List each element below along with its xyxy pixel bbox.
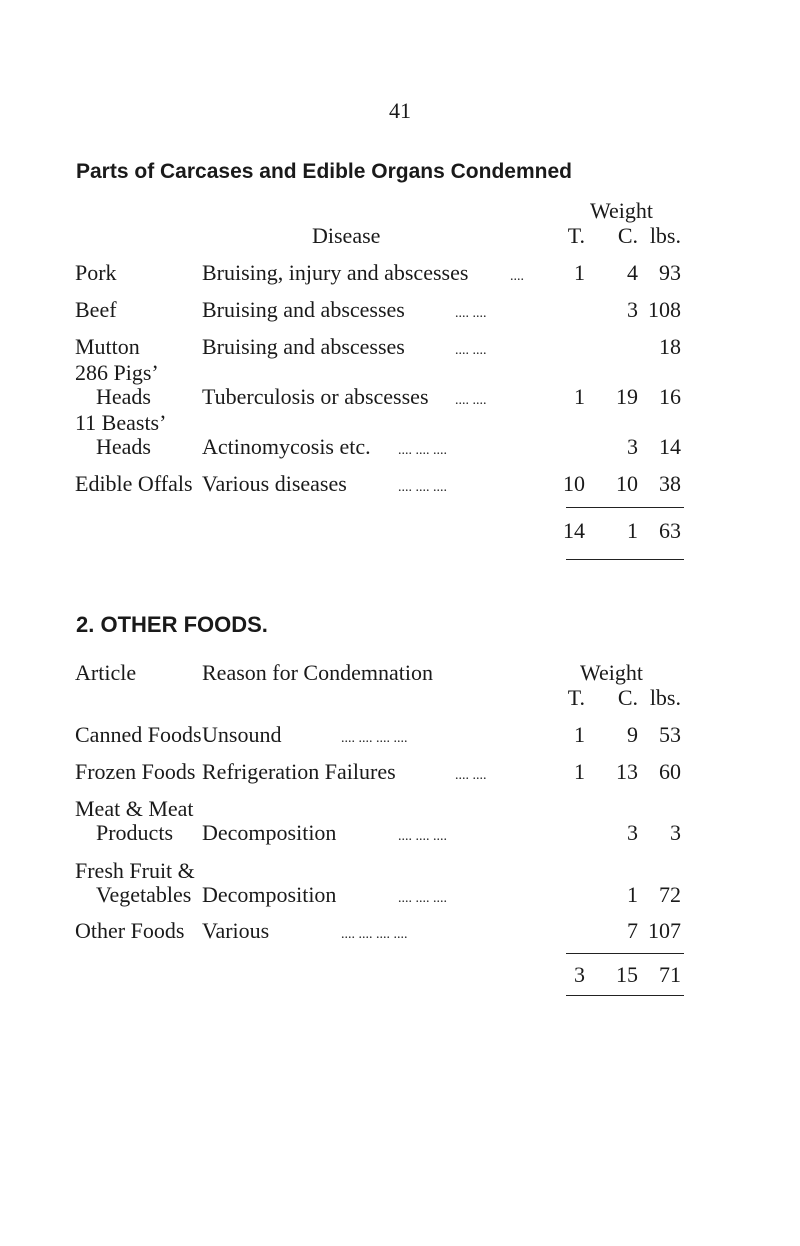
s2-row-reason: Refrigeration Failures: [202, 759, 396, 784]
s1-row-t: 1: [574, 260, 585, 285]
s2-row-leaders: .... .... .... ....: [341, 731, 408, 746]
s1-c-header: C.: [617, 223, 638, 248]
s2-row-reason: Unsound: [202, 722, 282, 747]
s2-row-leaders: .... .... .... ....: [341, 927, 408, 942]
s1-row-item: Mutton: [75, 334, 140, 359]
s2-row-item: Other Foods: [75, 918, 185, 943]
s2-total-rule-bottom: [566, 995, 684, 996]
s2-row-c: 7: [627, 918, 638, 943]
section2-title: 2. OTHER FOODS.: [76, 612, 268, 637]
s1-row-c: 3: [627, 297, 638, 322]
s1-row-lbs: 108: [648, 297, 681, 322]
s2-row-item: Canned Foods: [75, 722, 202, 747]
s2-row-lbs: 3: [670, 820, 681, 845]
s1-weight-header: Weight: [590, 198, 653, 223]
s1-row-c: 3: [627, 434, 638, 459]
s1-total-lbs: 63: [659, 518, 681, 543]
s1-row-reason: Bruising and abscesses: [202, 334, 405, 359]
s1-row-item: Beef: [75, 297, 117, 322]
s1-total-rule-bottom: [566, 559, 684, 560]
s2-row-leaders: .... .... ....: [398, 829, 447, 844]
s2-t-header: T.: [567, 685, 585, 710]
s2-row-item: Frozen Foods: [75, 759, 196, 784]
s1-row-c: 10: [616, 471, 638, 496]
s1-row-leaders: .... ....: [455, 343, 487, 358]
s1-row-item: Pork: [75, 260, 117, 285]
s1-row-item-line2: Heads: [96, 384, 151, 409]
s2-row-lbs: 107: [648, 918, 681, 943]
s2-row-item: Meat & Meat: [75, 796, 194, 821]
s1-row-reason: Bruising, injury and abscesses: [202, 260, 469, 285]
s2-article-header: Article: [75, 660, 137, 685]
s2-row-item-line2: Products: [96, 820, 173, 845]
s1-row-lbs: 38: [659, 471, 681, 496]
s2-total-c: 15: [616, 962, 638, 987]
s1-total-t: 14: [563, 518, 585, 543]
s1-lbs-header: lbs.: [649, 223, 681, 248]
s1-t-header: T.: [567, 223, 585, 248]
s1-row-item: 286 Pigs’: [75, 360, 159, 385]
s2-weight-header: Weight: [580, 660, 643, 685]
s1-total-c: 1: [627, 518, 638, 543]
s1-row-t: 1: [574, 384, 585, 409]
s2-row-reason: Decomposition: [202, 820, 337, 845]
s1-row-reason: Tuberculosis or abscesses: [202, 384, 429, 409]
s1-row-leaders: .... ....: [455, 393, 487, 408]
s1-row-item: Edible Offals: [75, 471, 193, 496]
s2-row-reason: Various: [202, 918, 270, 943]
s2-total-lbs: 71: [659, 962, 681, 987]
s2-row-t: 1: [574, 759, 585, 784]
s1-row-lbs: 93: [659, 260, 681, 285]
s1-row-lbs: 18: [659, 334, 681, 359]
section1-title: Parts of Carcases and Edible Organs Condemned: [76, 160, 572, 183]
s2-row-leaders: .... .... ....: [398, 891, 447, 906]
s1-row-reason: Various diseases: [202, 471, 347, 496]
s2-lbs-header: lbs.: [649, 685, 681, 710]
s1-row-reason: Bruising and abscesses: [202, 297, 405, 322]
s2-row-leaders: .... ....: [455, 768, 487, 783]
s1-row-leaders: .... .... ....: [398, 443, 447, 458]
s2-row-item-line2: Vegetables: [96, 882, 192, 907]
s2-row-c: 9: [627, 722, 638, 747]
s2-reason-header: Reason for Condemnation: [202, 660, 433, 685]
s2-row-c: 1: [627, 882, 638, 907]
s1-row-leaders: .... .... ....: [398, 480, 447, 495]
s1-row-lbs: 16: [659, 384, 681, 409]
s2-row-item: Fresh Fruit &: [75, 858, 195, 883]
s1-row-t: 10: [563, 471, 585, 496]
s1-row-leaders: .... ....: [455, 306, 487, 321]
s2-total-rule-top: [566, 953, 684, 954]
s2-row-c: 13: [616, 759, 638, 784]
s1-row-item: 11 Beasts’: [75, 410, 167, 435]
s1-row-reason: Actinomycosis etc.: [202, 434, 371, 459]
s2-row-lbs: 72: [659, 882, 681, 907]
s2-row-lbs: 53: [659, 722, 681, 747]
s1-row-item-line2: Heads: [96, 434, 151, 459]
s1-row-leaders: ....: [510, 269, 524, 284]
s1-row-c: 19: [616, 384, 638, 409]
page-number: 41: [389, 98, 411, 123]
s2-row-t: 1: [574, 722, 585, 747]
s1-row-c: 4: [627, 260, 638, 285]
s2-row-c: 3: [627, 820, 638, 845]
s1-row-lbs: 14: [659, 434, 681, 459]
s1-total-rule-top: [566, 507, 684, 508]
s2-c-header: C.: [617, 685, 638, 710]
s2-total-t: 3: [574, 962, 585, 987]
s2-row-lbs: 60: [659, 759, 681, 784]
s1-disease-header: Disease: [312, 223, 381, 248]
s2-row-reason: Decomposition: [202, 882, 337, 907]
